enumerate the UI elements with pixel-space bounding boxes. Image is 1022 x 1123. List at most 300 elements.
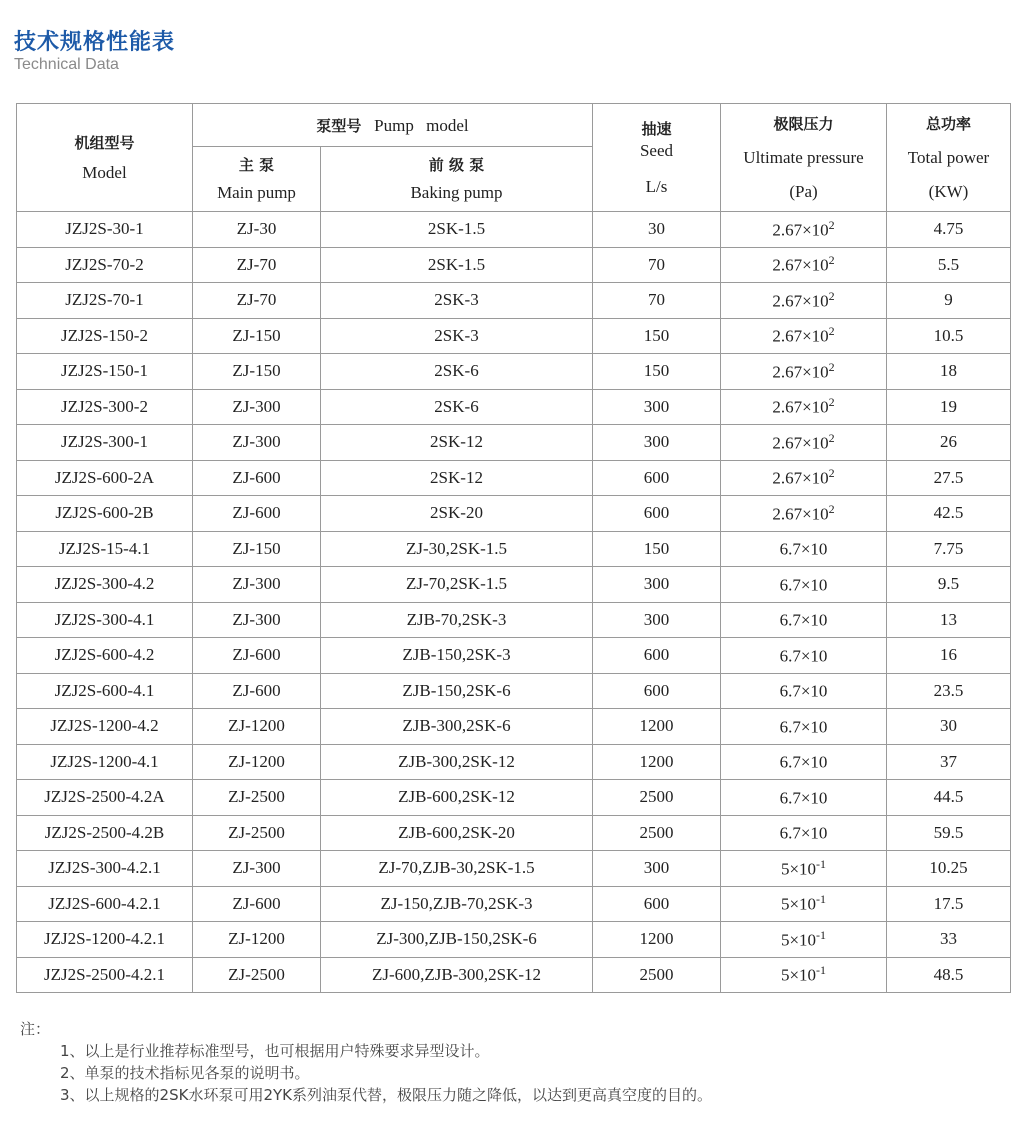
power-cell [887,602,1011,638]
power-cell [887,496,1011,532]
backing-pump-cell-text: 2SK-20 [430,503,483,523]
backing-pump-cell-text: 2SK-3 [434,325,479,345]
backing-pump-cell-text: ZJ-70,ZJB-30,2SK-1.5 [378,858,535,878]
model-cell [17,354,193,390]
backing-pump-cell [321,709,593,745]
table-row [17,247,1011,283]
main-pump-cell [193,389,321,425]
model-cell-text: JZJ2S-70-2 [65,254,144,274]
power-cell [887,247,1011,283]
model-cell [17,425,193,461]
speed-cell-text: 30 [648,219,665,239]
notes-label: 注： [20,1020,51,1038]
table-header-row-1 [17,104,1011,147]
main-pump-cell-text: ZJ-300 [232,574,281,594]
speed-cell-text: 150 [643,361,670,381]
power-cell-text: 33 [940,929,957,949]
pressure-cell [721,886,887,922]
page-subtitle: Technical Data [14,56,119,73]
model-cell-text: JZJ2S-70-1 [65,290,144,310]
speed-cell-text: 300 [643,396,670,416]
main-pump-cell [193,247,321,283]
backing-pump-cell-text: ZJ-30,2SK-1.5 [405,538,508,558]
notes [20,1018,712,1106]
backing-pump-cell [321,531,593,567]
speed-cell [593,673,721,709]
table-row [17,212,1011,248]
model-cell-text: JZJ2S-2500-4.2.1 [44,964,165,984]
model-cell [17,212,193,248]
model-cell [17,957,193,993]
pressure-cell-text: 2.67×10 [772,433,829,453]
main-pump-cell-text: ZJ-600 [232,645,281,665]
power-cell [887,425,1011,461]
power-cell-text: 13 [940,609,957,629]
backing-pump-cell-text: ZJB-600,2SK-20 [398,822,515,842]
main-pump-cell [193,496,321,532]
table-row [17,851,1011,887]
pressure-cell [721,815,887,851]
pressure-exponent: 2 [828,466,835,481]
pressure-cell [721,780,887,816]
main-pump-header-en: Main pump [217,183,296,202]
speed-cell-text: 1200 [639,929,674,949]
pressure-cell-text: 5×10 [780,859,817,879]
power-cell-text: 10.25 [929,858,968,878]
power-cell-text: 59.5 [933,822,964,842]
pressure-cell-text: 6.7×10 [779,753,828,773]
speed-cell [593,283,721,319]
power-cell-text: 42.5 [933,503,964,523]
backing-pump-cell [321,567,593,603]
speed-cell-text: 2500 [639,787,674,807]
pressure-cell [721,389,887,425]
model-cell [17,460,193,496]
model-cell-text: JZJ2S-2500-4.2B [44,822,165,842]
pressure-exponent: 2 [828,288,835,303]
backing-pump-cell [321,318,593,354]
table-row [17,815,1011,851]
speed-cell [593,247,721,283]
table-row [17,283,1011,319]
pressure-cell-text: 6.7×10 [779,788,828,808]
speed-cell [593,886,721,922]
pressure-cell-text: 2.67×10 [772,362,829,382]
page-title: 技术规格性能表 [14,30,176,55]
backing-pump-header-en: Baking pump [410,183,503,202]
pressure-cell-text: 6.7×10 [779,824,828,844]
backing-pump-cell [321,780,593,816]
table-row [17,709,1011,745]
pressure-cell [721,318,887,354]
main-pump-header [193,147,321,212]
speed-cell [593,602,721,638]
backing-pump-cell-text: 2SK-6 [434,396,479,416]
backing-pump-cell-text: ZJ-70,2SK-1.5 [405,574,508,594]
main-pump-cell-text: ZJ-300 [232,858,281,878]
table-row [17,496,1011,532]
speed-cell-text: 70 [648,254,665,274]
main-pump-cell [193,780,321,816]
main-pump-cell-text: ZJ-1200 [228,716,285,736]
backing-pump-cell [321,212,593,248]
pressure-cell-text: 2.67×10 [772,327,829,347]
pressure-cell [721,602,887,638]
speed-cell [593,744,721,780]
main-pump-cell-text: ZJ-300 [232,432,281,452]
pressure-header-cn: 极限压力 [773,114,834,133]
power-cell [887,709,1011,745]
model-cell-text: JZJ2S-600-4.2 [54,645,155,665]
pressure-header [721,104,887,212]
pressure-exponent: 2 [828,359,835,374]
pressure-cell-text: 2.67×10 [772,256,829,276]
table-row [17,780,1011,816]
main-pump-cell-text: ZJ-1200 [228,751,285,771]
table-row [17,318,1011,354]
speed-cell [593,567,721,603]
main-pump-cell-text: ZJ-150 [232,325,281,345]
backing-pump-cell [321,815,593,851]
note-item: 3、以上规格的2SK水环泵可用2YK系列油泵代替，极限压力随之降低，以达到更高真空度的目的。 [60,1086,712,1104]
speed-cell-text: 600 [643,503,670,523]
model-cell-text: JZJ2S-150-1 [61,361,148,381]
main-pump-cell-text: ZJ-300 [232,396,281,416]
pressure-cell-text: 2.67×10 [772,220,829,240]
power-cell-text: 16 [940,645,957,665]
table-row [17,567,1011,603]
backing-pump-cell [321,389,593,425]
model-cell [17,389,193,425]
model-header-cn: 机组型号 [74,133,135,152]
table-row [17,638,1011,674]
power-cell [887,673,1011,709]
power-cell [887,212,1011,248]
main-pump-cell-text: ZJ-600 [232,680,281,700]
model-cell-text: JZJ2S-600-2A [54,467,155,487]
main-pump-cell-text: ZJ-70 [236,290,277,310]
power-cell-text: 37 [940,751,957,771]
main-pump-header-cn: 主 泵 [238,156,275,174]
pump-header [193,104,593,147]
model-cell [17,922,193,958]
speed-cell-text: 70 [648,290,665,310]
backing-pump-cell [321,460,593,496]
power-header-cn: 总功率 [925,114,971,133]
main-pump-cell-text: ZJ-150 [232,361,281,381]
pump-header-cn: 泵型号 [316,116,362,135]
pressure-cell [721,460,887,496]
pump-header-en: Pump model [374,115,469,135]
power-cell [887,922,1011,958]
pressure-cell-text: 6.7×10 [779,575,828,595]
model-cell-text: JZJ2S-600-4.2.1 [48,893,161,913]
pressure-exponent: -1 [816,856,827,871]
table-row [17,389,1011,425]
speed-cell [593,425,721,461]
power-cell-text: 44.5 [933,787,964,807]
pressure-cell-text: 5×10 [780,966,817,986]
backing-pump-cell [321,744,593,780]
main-pump-cell-text: ZJ-30 [236,219,277,239]
power-cell-text: 9 [944,290,953,310]
power-cell-text: 18 [940,361,957,381]
model-cell-text: JZJ2S-300-4.1 [54,609,155,629]
model-cell-text: JZJ2S-600-2B [55,503,154,523]
speed-cell [593,957,721,993]
pressure-exponent: 2 [828,501,835,516]
table-row [17,602,1011,638]
backing-pump-cell-text: ZJ-600,ZJB-300,2SK-12 [371,964,542,984]
backing-pump-cell-text: 2SK-1.5 [427,219,486,239]
speed-cell-text: 300 [643,574,670,594]
power-cell [887,886,1011,922]
power-header-en: Total power [907,147,990,167]
pressure-cell [721,354,887,390]
power-cell [887,389,1011,425]
main-pump-cell [193,354,321,390]
pressure-cell [721,247,887,283]
backing-pump-cell [321,425,593,461]
speed-cell-text: 150 [643,538,670,558]
note-item: 2、单泵的技术指标见各泵的说明书。 [60,1064,310,1082]
backing-pump-cell [321,354,593,390]
model-header [17,104,193,212]
speed-header [593,104,721,212]
pressure-cell-text: 2.67×10 [772,398,829,418]
backing-pump-cell-text: 2SK-12 [430,467,483,487]
pressure-cell-text: 2.67×10 [772,504,829,524]
speed-cell-text: 600 [643,680,670,700]
main-pump-cell [193,744,321,780]
pressure-exponent: -1 [816,963,827,978]
speed-cell [593,922,721,958]
table-row [17,531,1011,567]
backing-pump-cell-text: ZJB-300,2SK-6 [402,716,511,736]
power-cell-text: 4.75 [933,219,964,239]
main-pump-cell [193,922,321,958]
model-cell [17,673,193,709]
model-cell [17,247,193,283]
model-header-en: Model [82,162,127,182]
pressure-cell [721,531,887,567]
power-cell-text: 5.5 [937,254,960,274]
speed-header-cn: 抽速 [641,119,672,138]
main-pump-cell [193,531,321,567]
model-cell [17,602,193,638]
backing-pump-cell-text: ZJ-300,ZJB-150,2SK-6 [376,929,537,949]
model-cell [17,318,193,354]
speed-cell [593,638,721,674]
backing-pump-cell-text: ZJB-150,2SK-6 [402,680,511,700]
spec-table [16,103,1011,993]
speed-cell [593,531,721,567]
main-pump-cell-text: ZJ-2500 [228,787,285,807]
speed-cell-text: 600 [643,893,670,913]
speed-cell [593,354,721,390]
pressure-exponent: 2 [828,217,835,232]
main-pump-cell [193,212,321,248]
pressure-exponent: -1 [816,892,827,907]
backing-pump-cell [321,247,593,283]
model-cell [17,815,193,851]
pressure-cell-text: 2.67×10 [772,469,829,489]
pressure-cell-text: 6.7×10 [779,646,828,666]
speed-cell-text: 300 [643,858,670,878]
model-cell [17,744,193,780]
power-cell [887,283,1011,319]
model-cell [17,283,193,319]
model-cell [17,496,193,532]
backing-pump-cell [321,496,593,532]
backing-pump-cell [321,957,593,993]
model-cell-text: JZJ2S-300-2 [61,396,148,416]
power-cell [887,567,1011,603]
pressure-cell [721,851,887,887]
model-cell [17,780,193,816]
pressure-cell [721,212,887,248]
power-cell [887,531,1011,567]
pressure-cell [721,283,887,319]
note-item: 1、以上是行业推荐标准型号，也可根据用户特殊要求异型设计。 [60,1042,490,1060]
power-cell [887,957,1011,993]
table-row [17,922,1011,958]
pressure-cell-text: 6.7×10 [779,611,828,631]
speed-cell [593,780,721,816]
pressure-exponent: 2 [828,430,835,445]
model-cell-text: JZJ2S-1200-4.1 [50,751,159,771]
table-row [17,354,1011,390]
pressure-exponent: 2 [828,324,835,339]
main-pump-cell [193,425,321,461]
pressure-cell [721,673,887,709]
pressure-cell-text: 6.7×10 [779,540,828,560]
power-cell [887,744,1011,780]
main-pump-cell [193,567,321,603]
main-pump-cell [193,851,321,887]
backing-pump-header-cn: 前 级 泵 [428,156,485,174]
speed-cell [593,851,721,887]
model-cell [17,638,193,674]
pressure-cell [721,638,887,674]
pressure-cell [721,496,887,532]
power-cell-text: 30 [940,716,957,736]
power-cell-text: 26 [940,432,957,452]
backing-pump-cell-text: 2SK-1.5 [427,254,486,274]
backing-pump-header [321,147,593,212]
model-cell-text: JZJ2S-1200-4.2 [50,716,159,736]
speed-cell-text: 600 [643,645,670,665]
table-row [17,460,1011,496]
power-cell [887,780,1011,816]
model-cell [17,567,193,603]
model-cell [17,851,193,887]
table-row [17,744,1011,780]
speed-cell [593,389,721,425]
main-pump-cell [193,709,321,745]
power-cell-text: 17.5 [933,893,964,913]
power-cell [887,354,1011,390]
model-cell-text: JZJ2S-300-1 [61,432,148,452]
main-pump-cell [193,283,321,319]
speed-cell [593,318,721,354]
main-pump-cell-text: ZJ-2500 [228,964,285,984]
pressure-cell [721,922,887,958]
table-row [17,886,1011,922]
main-pump-cell-text: ZJ-1200 [228,929,285,949]
model-cell-text: JZJ2S-15-4.1 [58,538,151,558]
model-cell-text: JZJ2S-2500-4.2A [44,787,165,807]
backing-pump-cell [321,638,593,674]
pressure-exponent: 2 [828,253,835,268]
main-pump-cell [193,673,321,709]
table-row [17,425,1011,461]
main-pump-cell [193,602,321,638]
power-cell-text: 27.5 [933,467,964,487]
pressure-cell-text: 6.7×10 [779,717,828,737]
speed-cell [593,496,721,532]
main-pump-cell [193,886,321,922]
power-cell [887,318,1011,354]
table-row [17,957,1011,993]
backing-pump-cell [321,922,593,958]
power-header [887,104,1011,212]
backing-pump-cell-text: 2SK-3 [434,290,479,310]
speed-cell-text: 1200 [639,751,674,771]
power-cell [887,460,1011,496]
speed-cell-text: 2500 [639,964,674,984]
speed-cell-text: 600 [643,467,670,487]
model-cell-text: JZJ2S-150-2 [61,325,148,345]
main-pump-cell-text: ZJ-150 [232,538,281,558]
backing-pump-cell [321,851,593,887]
power-cell-text: 9.5 [937,574,960,594]
pressure-cell [721,957,887,993]
main-pump-cell [193,318,321,354]
model-cell-text: JZJ2S-30-1 [65,219,144,239]
speed-cell-text: 1200 [639,716,674,736]
speed-cell-text: 300 [643,432,670,452]
model-cell-text: JZJ2S-300-4.2.1 [48,858,161,878]
pressure-cell [721,744,887,780]
power-cell [887,851,1011,887]
pressure-cell-text: 5×10 [780,895,817,915]
backing-pump-cell-text: ZJ-150,ZJB-70,2SK-3 [380,893,533,913]
backing-pump-cell [321,283,593,319]
model-cell-text: JZJ2S-1200-4.2.1 [44,929,165,949]
speed-cell [593,815,721,851]
backing-pump-cell-text: 2SK-12 [430,432,483,452]
model-cell [17,886,193,922]
power-cell-text: 7.75 [933,538,964,558]
pressure-header-en: Ultimate pressure [743,147,864,167]
main-pump-cell [193,460,321,496]
pressure-exponent: -1 [816,927,827,942]
main-pump-cell-text: ZJ-2500 [228,822,285,842]
speed-header-en: Seed [639,140,674,160]
power-cell [887,815,1011,851]
speed-cell [593,709,721,745]
speed-header-unit: L/s [645,176,668,196]
pressure-exponent: 2 [828,395,835,410]
main-pump-cell [193,815,321,851]
model-cell [17,531,193,567]
backing-pump-cell [321,673,593,709]
model-cell-text: JZJ2S-300-4.2 [54,574,155,594]
pressure-cell-text: 2.67×10 [772,291,829,311]
power-cell-text: 48.5 [933,964,964,984]
main-pump-cell-text: ZJ-600 [232,503,281,523]
